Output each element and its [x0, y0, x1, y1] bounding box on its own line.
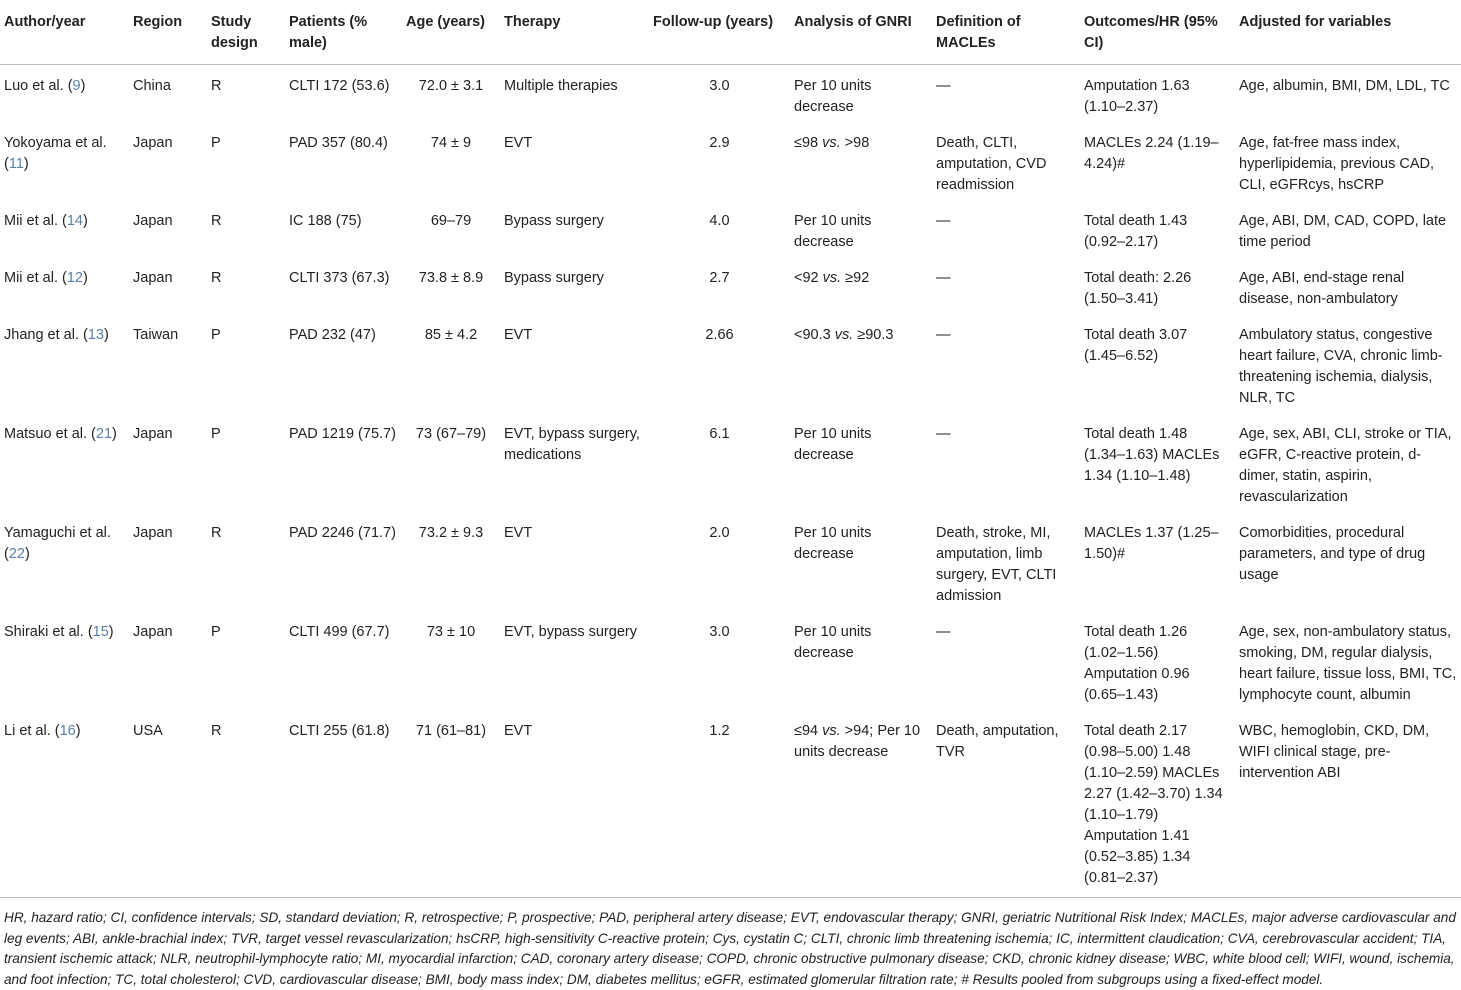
versus-italic: vs.: [834, 327, 854, 343]
cell-macles: —: [936, 327, 951, 343]
cell-design: P: [211, 624, 221, 640]
cell-author: Luo et al. (9): [4, 78, 86, 94]
cell-gnri: ≤94 vs. >94; Per 10 units decrease: [790, 710, 932, 898]
versus-italic: vs.: [822, 270, 842, 286]
author-name: Jhang et al.: [4, 327, 79, 343]
cell-followup: 2.0: [709, 525, 730, 541]
cell-adjusted: Age, sex, ABI, CLI, stroke or TIA, eGFR, C-reactive protein, d-dimer, statin, aspirin, revascularization: [1239, 426, 1452, 505]
reference-link[interactable]: 9: [72, 78, 81, 94]
author-name: Luo et al.: [4, 78, 64, 94]
cell-gnri: <90.3 vs. ≥90.3: [794, 327, 894, 343]
cell-macles: —: [936, 426, 951, 442]
author-name: Li et al.: [4, 723, 51, 739]
table-row: [0, 413, 1461, 512]
author-name: Yamaguchi et al.: [4, 525, 111, 541]
cell-therapy: Bypass surgery: [504, 270, 604, 286]
cell-followup: 6.1: [709, 426, 730, 442]
header-outcomes: Outcomes/HR (95% CI): [1080, 0, 1235, 65]
cell-region: Japan: [133, 525, 173, 541]
cell-followup: 2.9: [709, 135, 730, 151]
table-row: [0, 314, 1461, 413]
cell-design: R: [211, 270, 222, 286]
cell-adjusted: Comorbidities, procedural parameters, and type of drug usage: [1239, 525, 1426, 583]
cell-patients: PAD 2246 (71.7): [289, 525, 396, 541]
cell-age: 71 (61–81): [402, 710, 500, 898]
table-row: [0, 200, 1461, 257]
cell-macles: Death, amputation, TVR: [932, 710, 1080, 898]
cell-adjusted: Age, fat-free mass index, hyperlipidemia, previous CAD, CLI, eGFRcys, hsCRP: [1239, 135, 1435, 193]
cell-age: 69–79: [430, 213, 472, 229]
author-name: Yokoyama et al.: [4, 135, 107, 151]
cell-gnri: Per 10 units decrease: [794, 624, 872, 661]
cell-outcomes: Total death 2.17 (0.98–5.00) 1.48 (1.10–2.59) MACLEs 2.27 (1.42–3.70) 1.34 (1.10–1.79) Amputation 1.41 (0.52–3.85) 1.34 (0.81–2.37): [1080, 710, 1235, 898]
cell-therapy: Bypass surgery: [504, 213, 604, 229]
cell-region: China: [133, 78, 171, 94]
reference-link[interactable]: 13: [87, 327, 104, 343]
cell-gnri: Per 10 units decrease: [794, 426, 872, 463]
table-row: [0, 710, 1461, 898]
cell-outcomes: Total death: 2.26 (1.50–3.41): [1084, 270, 1192, 307]
cell-therapy: Multiple therapies: [504, 78, 618, 94]
author-name: Matsuo et al.: [4, 426, 88, 442]
cell-therapy: EVT, bypass surgery, medications: [504, 426, 640, 463]
header-therapy: Therapy: [500, 0, 649, 65]
cell-design: R: [211, 78, 222, 94]
cell-design: R: [211, 525, 222, 541]
reference-link[interactable]: 15: [92, 624, 109, 640]
cell-macles: —: [936, 213, 951, 229]
versus-italic: vs.: [822, 135, 841, 151]
header-age: Age (years): [402, 0, 500, 65]
cell-followup: 1.2: [649, 710, 790, 898]
cell-adjusted: Age, sex, non-ambulatory status, smoking, DM, regular dialysis, heart failure, tissue loss, BMI, TC, lymphocyte count, albumin: [1239, 624, 1457, 703]
cell-gnri: <92 vs. ≥92: [794, 270, 870, 286]
table-body: [0, 65, 1461, 898]
cell-outcomes: Total death 1.43 (0.92–2.17): [1084, 213, 1188, 250]
table-row: [0, 512, 1461, 611]
cell-region: Japan: [133, 426, 173, 442]
cell-design: R: [211, 213, 222, 229]
author-name: Shiraki et al.: [4, 624, 84, 640]
cell-age: 85 ± 4.2: [424, 327, 478, 343]
cell-region: Taiwan: [133, 327, 179, 343]
cell-gnri: Per 10 units decrease: [794, 525, 872, 562]
cell-age: 73.2 ± 9.3: [418, 525, 484, 541]
cell-patients: CLTI 255 (61.8): [285, 710, 402, 898]
cell-author: Mii et al. (14): [4, 213, 88, 229]
cell-author: Yokoyama et al. (11): [4, 135, 107, 172]
table-row: [0, 65, 1461, 123]
cell-followup: 4.0: [709, 213, 730, 229]
cell-region: USA: [129, 710, 207, 898]
cell-adjusted: Ambulatory status, congestive heart failure, CVA, chronic limb-threatening ischemia, dialysis, NLR, TC: [1239, 327, 1443, 406]
author-name: Mii et al.: [4, 270, 58, 286]
header-design: Study design: [207, 0, 285, 65]
cell-macles: Death, stroke, MI, amputation, limb surgery, EVT, CLTI admission: [936, 525, 1057, 604]
cell-therapy: EVT: [500, 710, 649, 898]
cell-author: Matsuo et al. (21): [4, 426, 117, 442]
header-author: Author/year: [0, 0, 129, 65]
cell-macles: Death, CLTI, amputation, CVD readmission: [936, 135, 1047, 193]
header-patients: Patients (% male): [285, 0, 402, 65]
cell-adjusted: Age, ABI, end-stage renal disease, non-ambulatory: [1239, 270, 1405, 307]
cell-design: P: [211, 327, 221, 343]
cell-age: 72.0 ± 3.1: [418, 78, 484, 94]
header-gnri: Analysis of GNRI: [790, 0, 932, 65]
reference-link[interactable]: 11: [8, 156, 24, 172]
cell-outcomes: MACLEs 2.24 (1.19–4.24)#: [1084, 135, 1219, 172]
cell-author: Yamaguchi et al. (22): [4, 525, 111, 562]
table-row: [0, 611, 1461, 710]
cell-macles: —: [936, 78, 951, 94]
cell-macles: —: [936, 270, 951, 286]
cell-region: Japan: [133, 213, 173, 229]
reference-link[interactable]: 22: [8, 546, 25, 562]
cell-author: Jhang et al. (13): [4, 327, 109, 343]
cell-followup: 2.66: [705, 327, 734, 343]
reference-link[interactable]: 21: [95, 426, 113, 442]
cell-outcomes: Amputation 1.63 (1.10–2.37): [1084, 78, 1190, 115]
header-adjusted: Adjusted for variables: [1235, 0, 1461, 65]
cell-outcomes: Total death 3.07 (1.45–6.52): [1084, 327, 1188, 364]
cell-gnri: ≤98 vs. >98: [794, 135, 870, 151]
table-row: [0, 122, 1461, 200]
header-row: [0, 0, 1461, 65]
reference-link[interactable]: 16: [59, 723, 76, 739]
reference-link[interactable]: 14: [66, 213, 83, 229]
cell-patients: CLTI 499 (67.7): [289, 624, 390, 640]
cell-author: Shiraki et al. (15): [4, 624, 114, 640]
versus-italic: vs.: [822, 723, 841, 739]
cell-design: R: [207, 710, 285, 898]
header-macles: Definition of MACLEs: [932, 0, 1080, 65]
cell-patients: PAD 232 (47): [289, 327, 376, 343]
author-name: Mii et al.: [4, 213, 58, 229]
cell-followup: 2.7: [709, 270, 730, 286]
header-region: Region: [129, 0, 207, 65]
cell-age: 73.8 ± 8.9: [418, 270, 484, 286]
cell-therapy: EVT, bypass surgery: [504, 624, 637, 640]
table-footnote: HR, hazard ratio; CI, confidence intervals; SD, standard deviation; R, retrospective; P, prospective; PAD, peripheral artery disease; EVT, endovascular therapy; GNRI, geriatric Nutritional Risk Index; MACLEs, major adverse cardiovascular and leg events; ABI, ankle-brachial index; TVR, target vessel revascularization; hsCRP, high-sensitivity C-reactive protein; Cys, cystatin C; CLTI, chronic limb threatening ischemia; IC, intermittent claudication; CVA, cerebrovascular accident; TIA, transient ischemic attack; NLR, neutrophil-lymphocyte ratio; MI, myocardial infarction; CAD, coronary artery disease; COPD, chronic obstructive pulmonary disease; CKD, chronic kidney disease; WBC, white blood cell; WIFI, wound, ischemia, and foot infection; TC, total cholesterol; CVD, cardiovascular disease; BMI, body mass index; DM, diabetes mellitus; eGFR, estimated glomerular filtration rate; # Results pooled from subgroups using a fixed-effect model.: [4, 910, 1456, 987]
cell-author: Li et al. (16): [0, 710, 129, 898]
cell-macles: —: [936, 624, 951, 640]
cell-age: 74 ± 9: [430, 135, 472, 151]
cell-region: Japan: [133, 270, 173, 286]
header-followup: Follow-up (years): [649, 0, 790, 65]
cell-gnri: Per 10 units decrease: [794, 78, 872, 115]
cell-therapy: EVT: [504, 135, 533, 151]
cell-outcomes: Total death 1.26 (1.02–1.56) Amputation 0.96 (0.65–1.43): [1084, 624, 1190, 703]
reference-link[interactable]: 12: [66, 270, 83, 286]
cell-design: P: [211, 135, 221, 151]
cell-age: 73 (67–79): [415, 426, 487, 442]
cell-patients: CLTI 373 (67.3): [289, 270, 390, 286]
cell-adjusted: Age, ABI, DM, CAD, COPD, late time period: [1239, 213, 1447, 250]
cell-patients: CLTI 172 (53.6): [289, 78, 390, 94]
cell-region: Japan: [133, 624, 173, 640]
cell-patients: IC 188 (75): [289, 213, 362, 229]
cell-region: Japan: [133, 135, 173, 151]
cell-adjusted: WBC, hemoglobin, CKD, DM, WIFI clinical stage, pre-intervention ABI: [1235, 710, 1461, 898]
cell-outcomes: Total death 1.48 (1.34–1.63) MACLEs 1.34 (1.10–1.48): [1084, 426, 1220, 484]
cell-gnri: Per 10 units decrease: [794, 213, 872, 250]
cell-therapy: EVT: [504, 327, 533, 343]
cell-patients: PAD 1219 (75.7): [289, 426, 396, 442]
table-row: [0, 257, 1461, 314]
cell-design: P: [211, 426, 221, 442]
cell-adjusted: Age, albumin, BMI, DM, LDL, TC: [1239, 78, 1450, 94]
cell-author: Mii et al. (12): [4, 270, 88, 286]
cell-outcomes: MACLEs 1.37 (1.25–1.50)#: [1084, 525, 1219, 562]
cell-therapy: EVT: [504, 525, 533, 541]
cell-patients: PAD 357 (80.4): [289, 135, 388, 151]
cell-followup: 3.0: [709, 624, 730, 640]
cell-followup: 3.0: [709, 78, 730, 94]
cell-age: 73 ± 10: [426, 624, 476, 640]
